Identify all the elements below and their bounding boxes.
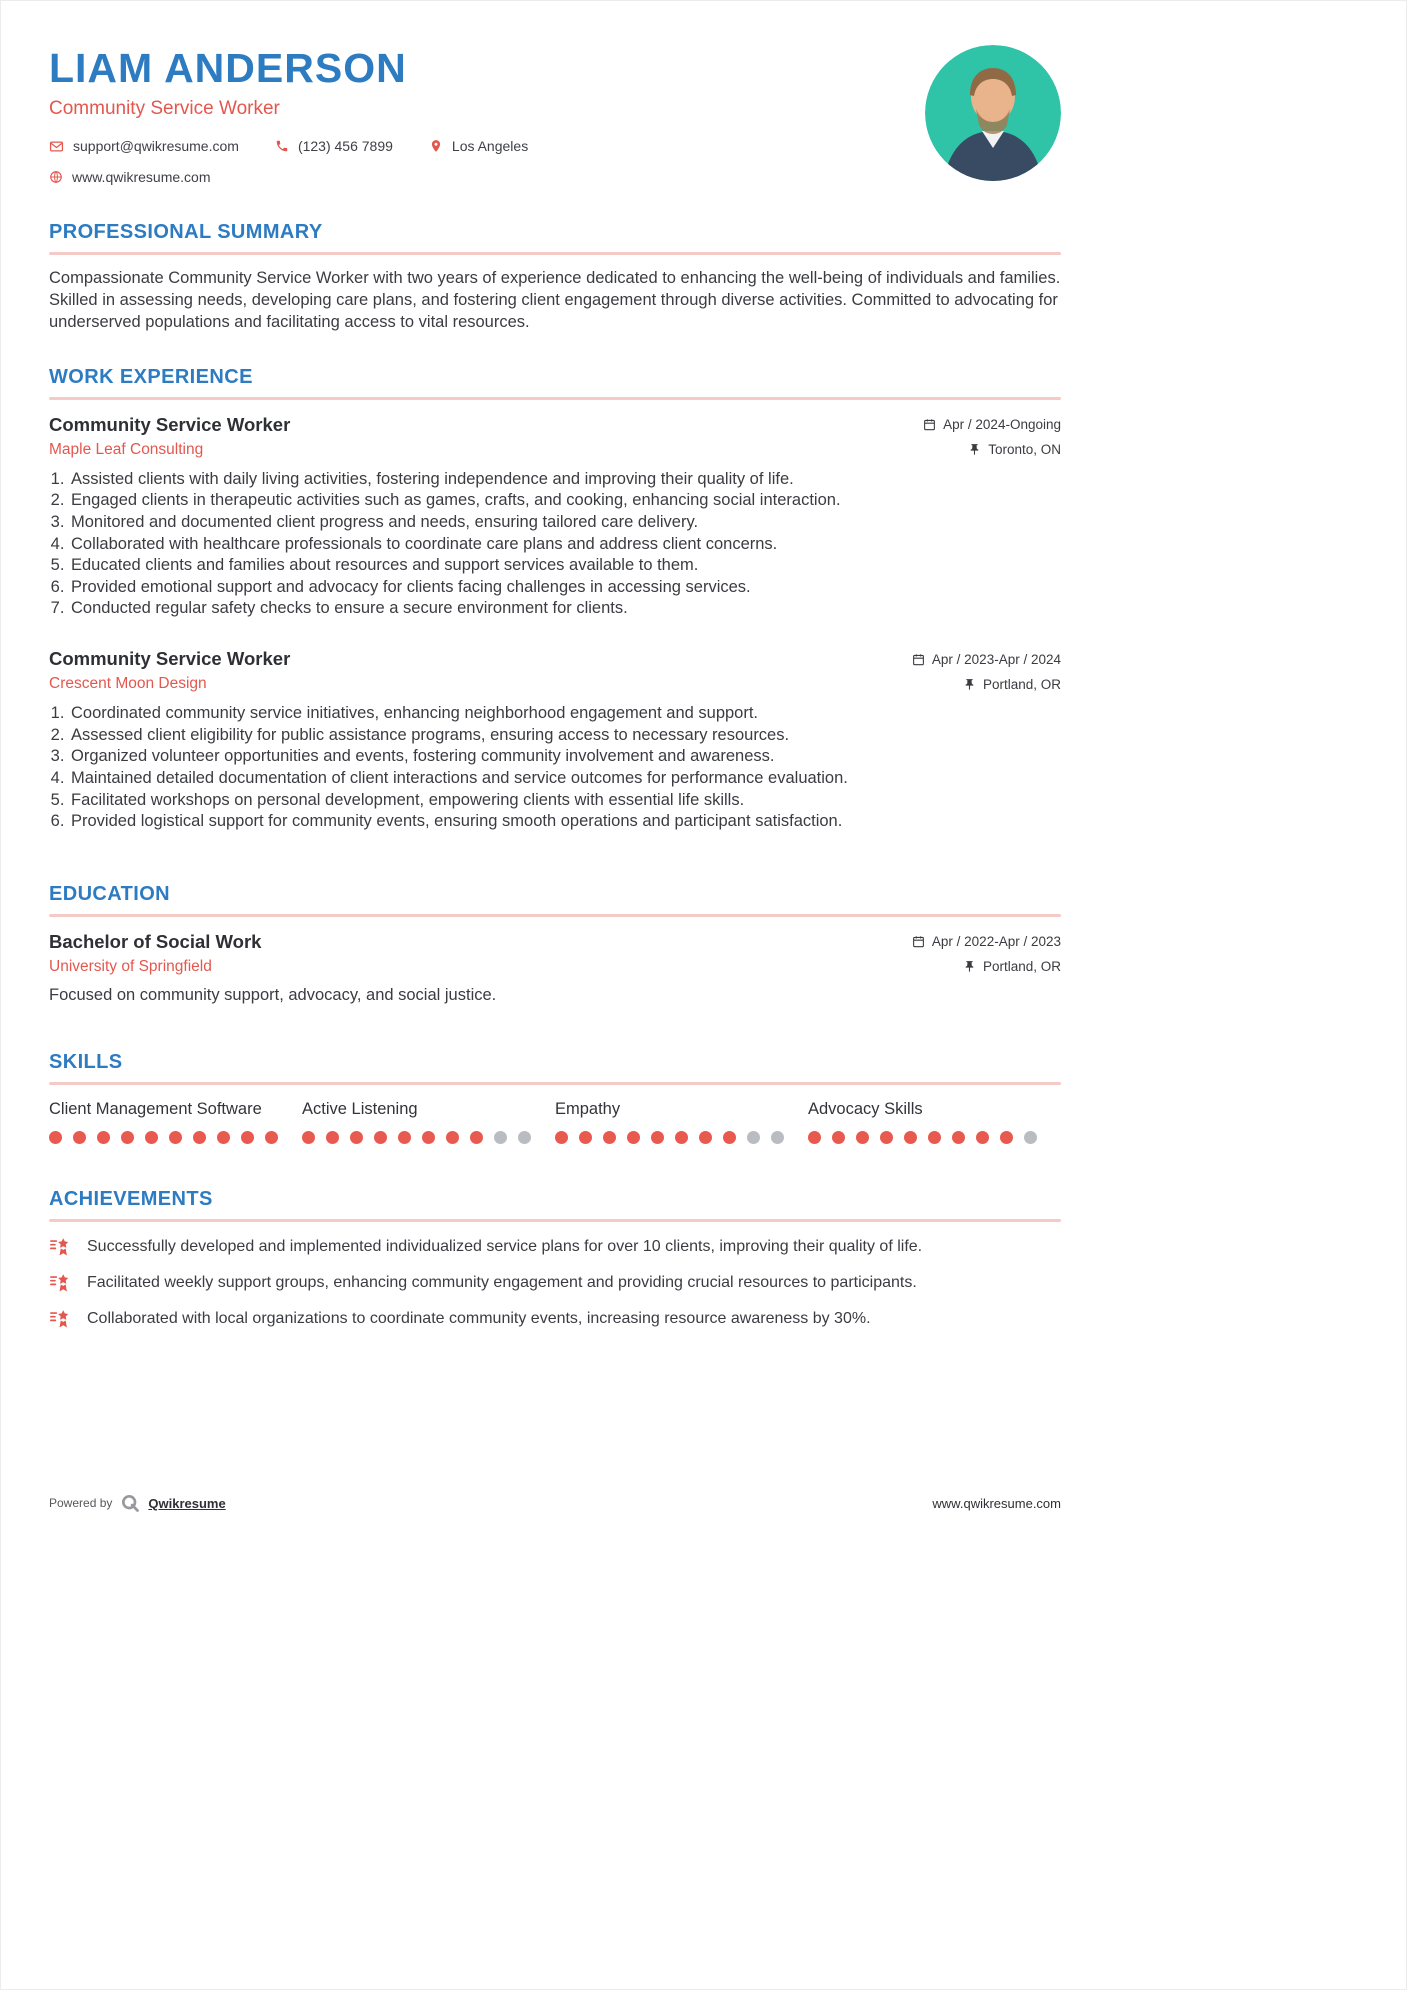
rating-dot-filled <box>976 1131 989 1144</box>
education-location <box>963 959 1061 974</box>
rating-dot-empty <box>747 1131 760 1144</box>
job-bullets <box>49 469 1061 620</box>
job-company: Maple Leaf Consulting <box>49 440 204 458</box>
section-divider <box>49 1082 1061 1085</box>
rating-dot-filled <box>121 1131 134 1144</box>
skill-rating <box>808 1131 1061 1144</box>
bullet-item: 3. Monitored and documented client progress and needs, ensuring tailored care delivery. <box>69 512 1061 534</box>
rating-dot-filled <box>904 1131 917 1144</box>
phone-icon <box>275 139 289 153</box>
calendar-icon <box>923 418 936 431</box>
candidate-name: LIAM ANDERSON <box>49 45 407 91</box>
bullet-item: 6. Provided logistical support for community events, ensuring smooth operations and participant satisfaction. <box>69 811 1061 833</box>
bullet-item: 1. Coordinated community service initiatives, enhancing neighborhood engagement and support. <box>69 703 1061 725</box>
footer-website[interactable]: www.qwikresume.com <box>932 1495 1061 1511</box>
email-icon <box>49 139 64 154</box>
bullet-item: 5. Facilitated workshops on personal development, empowering clients with essential life skills. <box>69 790 1061 812</box>
rating-dot-filled <box>326 1131 339 1144</box>
rating-dot-filled <box>302 1131 315 1144</box>
rating-dot-empty <box>494 1131 507 1144</box>
bullet-item: 2. Assessed client eligibility for public assistance programs, ensuring access to necessary resources. <box>69 725 1061 747</box>
section-divider <box>49 1219 1061 1222</box>
summary-section <box>49 221 1061 334</box>
bullet-item: 2. Engaged clients in therapeutic activities such as games, crafts, and cooking, enhancing social interaction. <box>69 490 1061 512</box>
skill-item <box>302 1099 555 1144</box>
rating-dot-filled <box>928 1131 941 1144</box>
rating-dot-filled <box>627 1131 640 1144</box>
bullet-item: 1. Assisted clients with daily living activities, fostering independence and improving their quality of life. <box>69 469 1061 491</box>
bullet-item: 6. Provided emotional support and advocacy for clients facing challenges in accessing services. <box>69 577 1061 599</box>
rating-dot-filled <box>374 1131 387 1144</box>
footer <box>49 1493 1061 1513</box>
powered-by-label: Powered by <box>49 1496 113 1510</box>
skill-rating <box>555 1131 808 1144</box>
skill-label: Advocacy Skills <box>808 1099 923 1118</box>
bullet-item: 4. Collaborated with healthcare professionals to coordinate care plans and address client concerns. <box>69 534 1061 556</box>
calendar-icon <box>912 935 925 948</box>
summary-text: Compassionate Community Service Worker with two years of experience dedicated to enhancing the well-being of individuals and families. Skilled in assessing needs, developing care plans, and fostering client engagement through diverse activities. Committed to advocating for underserved populations and facilitating access to vital resources. <box>49 269 1061 331</box>
rating-dot-filled <box>603 1131 616 1144</box>
bullet-item: 4. Maintained detailed documentation of client interactions and service outcomes for performance evaluation. <box>69 768 1061 790</box>
skill-label: Active Listening <box>302 1099 418 1118</box>
pushpin-icon <box>963 678 976 691</box>
rating-dot-filled <box>446 1131 459 1144</box>
job-dates <box>923 417 1061 432</box>
rating-dot-filled <box>470 1131 483 1144</box>
education-description: Focused on community support, advocacy, and social justice. <box>49 985 497 1004</box>
education-heading: EDUCATION <box>49 882 171 905</box>
education-dates-text: Apr / 2022-Apr / 2023 <box>931 934 1061 950</box>
rating-dot-filled <box>145 1131 158 1144</box>
job-entry <box>49 648 1061 833</box>
job-location-text: Portland, OR <box>982 676 1061 692</box>
bullet-item: 3. Organized volunteer opportunities and events, fostering community involvement and awareness. <box>69 746 1061 768</box>
rating-dot-filled <box>555 1131 568 1144</box>
rating-dot-filled <box>1000 1131 1013 1144</box>
experience-heading: WORK EXPERIENCE <box>49 365 253 388</box>
section-divider <box>49 914 1061 917</box>
rating-dot-filled <box>856 1131 869 1144</box>
footer-brand-group <box>49 1493 226 1513</box>
skill-rating <box>49 1131 302 1144</box>
skill-item <box>49 1099 302 1144</box>
rating-dot-filled <box>350 1131 363 1144</box>
education-location-text: Portland, OR <box>982 959 1061 975</box>
rating-dot-filled <box>832 1131 845 1144</box>
education-dates <box>912 934 1061 949</box>
pushpin-icon <box>963 960 976 973</box>
location-text: Los Angeles <box>451 138 529 154</box>
rating-dot-filled <box>723 1131 736 1144</box>
skill-item <box>808 1099 1061 1144</box>
globe-icon <box>49 170 63 184</box>
skill-label: Empathy <box>555 1099 621 1118</box>
achievement-text: Facilitated weekly support groups, enhancing community engagement and providing crucial resources to participants. <box>87 1274 917 1292</box>
achievements-section <box>49 1188 1061 1330</box>
job-dates <box>912 652 1061 667</box>
location-item <box>429 138 528 154</box>
contact-row <box>49 138 1061 154</box>
job-title: Community Service Worker <box>49 648 291 670</box>
email-text: support@qwikresume.com <box>73 138 239 154</box>
qwikresume-link[interactable]: Qwikresume <box>148 1495 226 1511</box>
skill-label: Client Management Software <box>49 1099 262 1118</box>
pushpin-icon <box>968 443 981 456</box>
rating-dot-filled <box>398 1131 411 1144</box>
rating-dot-filled <box>880 1131 893 1144</box>
calendar-icon <box>912 653 925 666</box>
job-dates-text: Apr / 2023-Apr / 2024 <box>931 651 1061 667</box>
phone-link[interactable] <box>275 138 393 154</box>
skill-rating <box>302 1131 555 1144</box>
rating-dot-filled <box>422 1131 435 1144</box>
achievement-item <box>49 1308 1061 1330</box>
job-location-text: Toronto, ON <box>988 442 1061 458</box>
rating-dot-filled <box>952 1131 965 1144</box>
job-location <box>963 677 1061 692</box>
achievements-heading: ACHIEVEMENTS <box>49 1188 213 1211</box>
rating-dot-filled <box>265 1131 278 1144</box>
bullet-item: 5. Educated clients and families about resources and support services available to them. <box>69 555 1061 577</box>
job-title: Community Service Worker <box>49 413 291 435</box>
achievement-text: Collaborated with local organizations to coordinate community events, increasing resource awareness by 30%. <box>87 1310 871 1328</box>
phone-text: (123) 456 7899 <box>297 138 393 154</box>
award-icon <box>49 1236 71 1258</box>
profile-photo <box>925 45 1061 181</box>
summary-heading: PROFESSIONAL SUMMARY <box>49 221 323 243</box>
rating-dot-filled <box>217 1131 230 1144</box>
website-text: www.qwikresume.com <box>72 169 211 185</box>
skills-heading: SKILLS <box>49 1050 123 1073</box>
section-divider <box>49 397 1061 400</box>
rating-dot-filled <box>699 1131 712 1144</box>
email-link[interactable] <box>49 138 239 154</box>
skills-section <box>49 1051 1061 1144</box>
rating-dot-filled <box>675 1131 688 1144</box>
rating-dot-filled <box>651 1131 664 1144</box>
award-icon <box>49 1272 71 1294</box>
job-dates-text: Apr / 2024-Ongoing <box>943 417 1061 433</box>
rating-dot-filled <box>808 1131 821 1144</box>
education-section <box>49 883 1061 1005</box>
rating-dot-filled <box>579 1131 592 1144</box>
candidate-title: Community Service Worker <box>49 98 280 119</box>
rating-dot-filled <box>73 1131 86 1144</box>
experience-section <box>49 366 1061 833</box>
degree-title: Bachelor of Social Work <box>49 930 262 952</box>
achievement-item <box>49 1236 1061 1258</box>
header <box>49 45 1061 185</box>
rating-dot-filled <box>193 1131 206 1144</box>
job-company: Crescent Moon Design <box>49 675 207 693</box>
award-icon <box>49 1308 71 1330</box>
rating-dot-filled <box>169 1131 182 1144</box>
job-entry <box>49 414 1061 620</box>
location-pin-icon <box>429 139 443 153</box>
achievement-item <box>49 1272 1061 1294</box>
rating-dot-filled <box>49 1131 62 1144</box>
rating-dot-filled <box>97 1131 110 1144</box>
achievement-text: Successfully developed and implemented individualized service plans for over 10 clients, improving their quality of life. <box>87 1238 923 1256</box>
website-link[interactable] <box>49 169 210 185</box>
rating-dot-filled <box>241 1131 254 1144</box>
education-entry <box>49 931 1061 1005</box>
skills-grid <box>49 1099 1061 1144</box>
rating-dot-empty <box>771 1131 784 1144</box>
school-name: University of Springfield <box>49 957 212 975</box>
section-divider <box>49 252 1061 255</box>
qwikresume-logo-icon <box>120 1493 140 1513</box>
job-bullets <box>49 703 1061 833</box>
job-location <box>968 442 1061 457</box>
bullet-item: 7. Conducted regular safety checks to ensure a secure environment for clients. <box>69 598 1061 620</box>
website-row <box>49 169 1061 185</box>
rating-dot-empty <box>1024 1131 1037 1144</box>
rating-dot-empty <box>518 1131 531 1144</box>
skill-item <box>555 1099 808 1144</box>
